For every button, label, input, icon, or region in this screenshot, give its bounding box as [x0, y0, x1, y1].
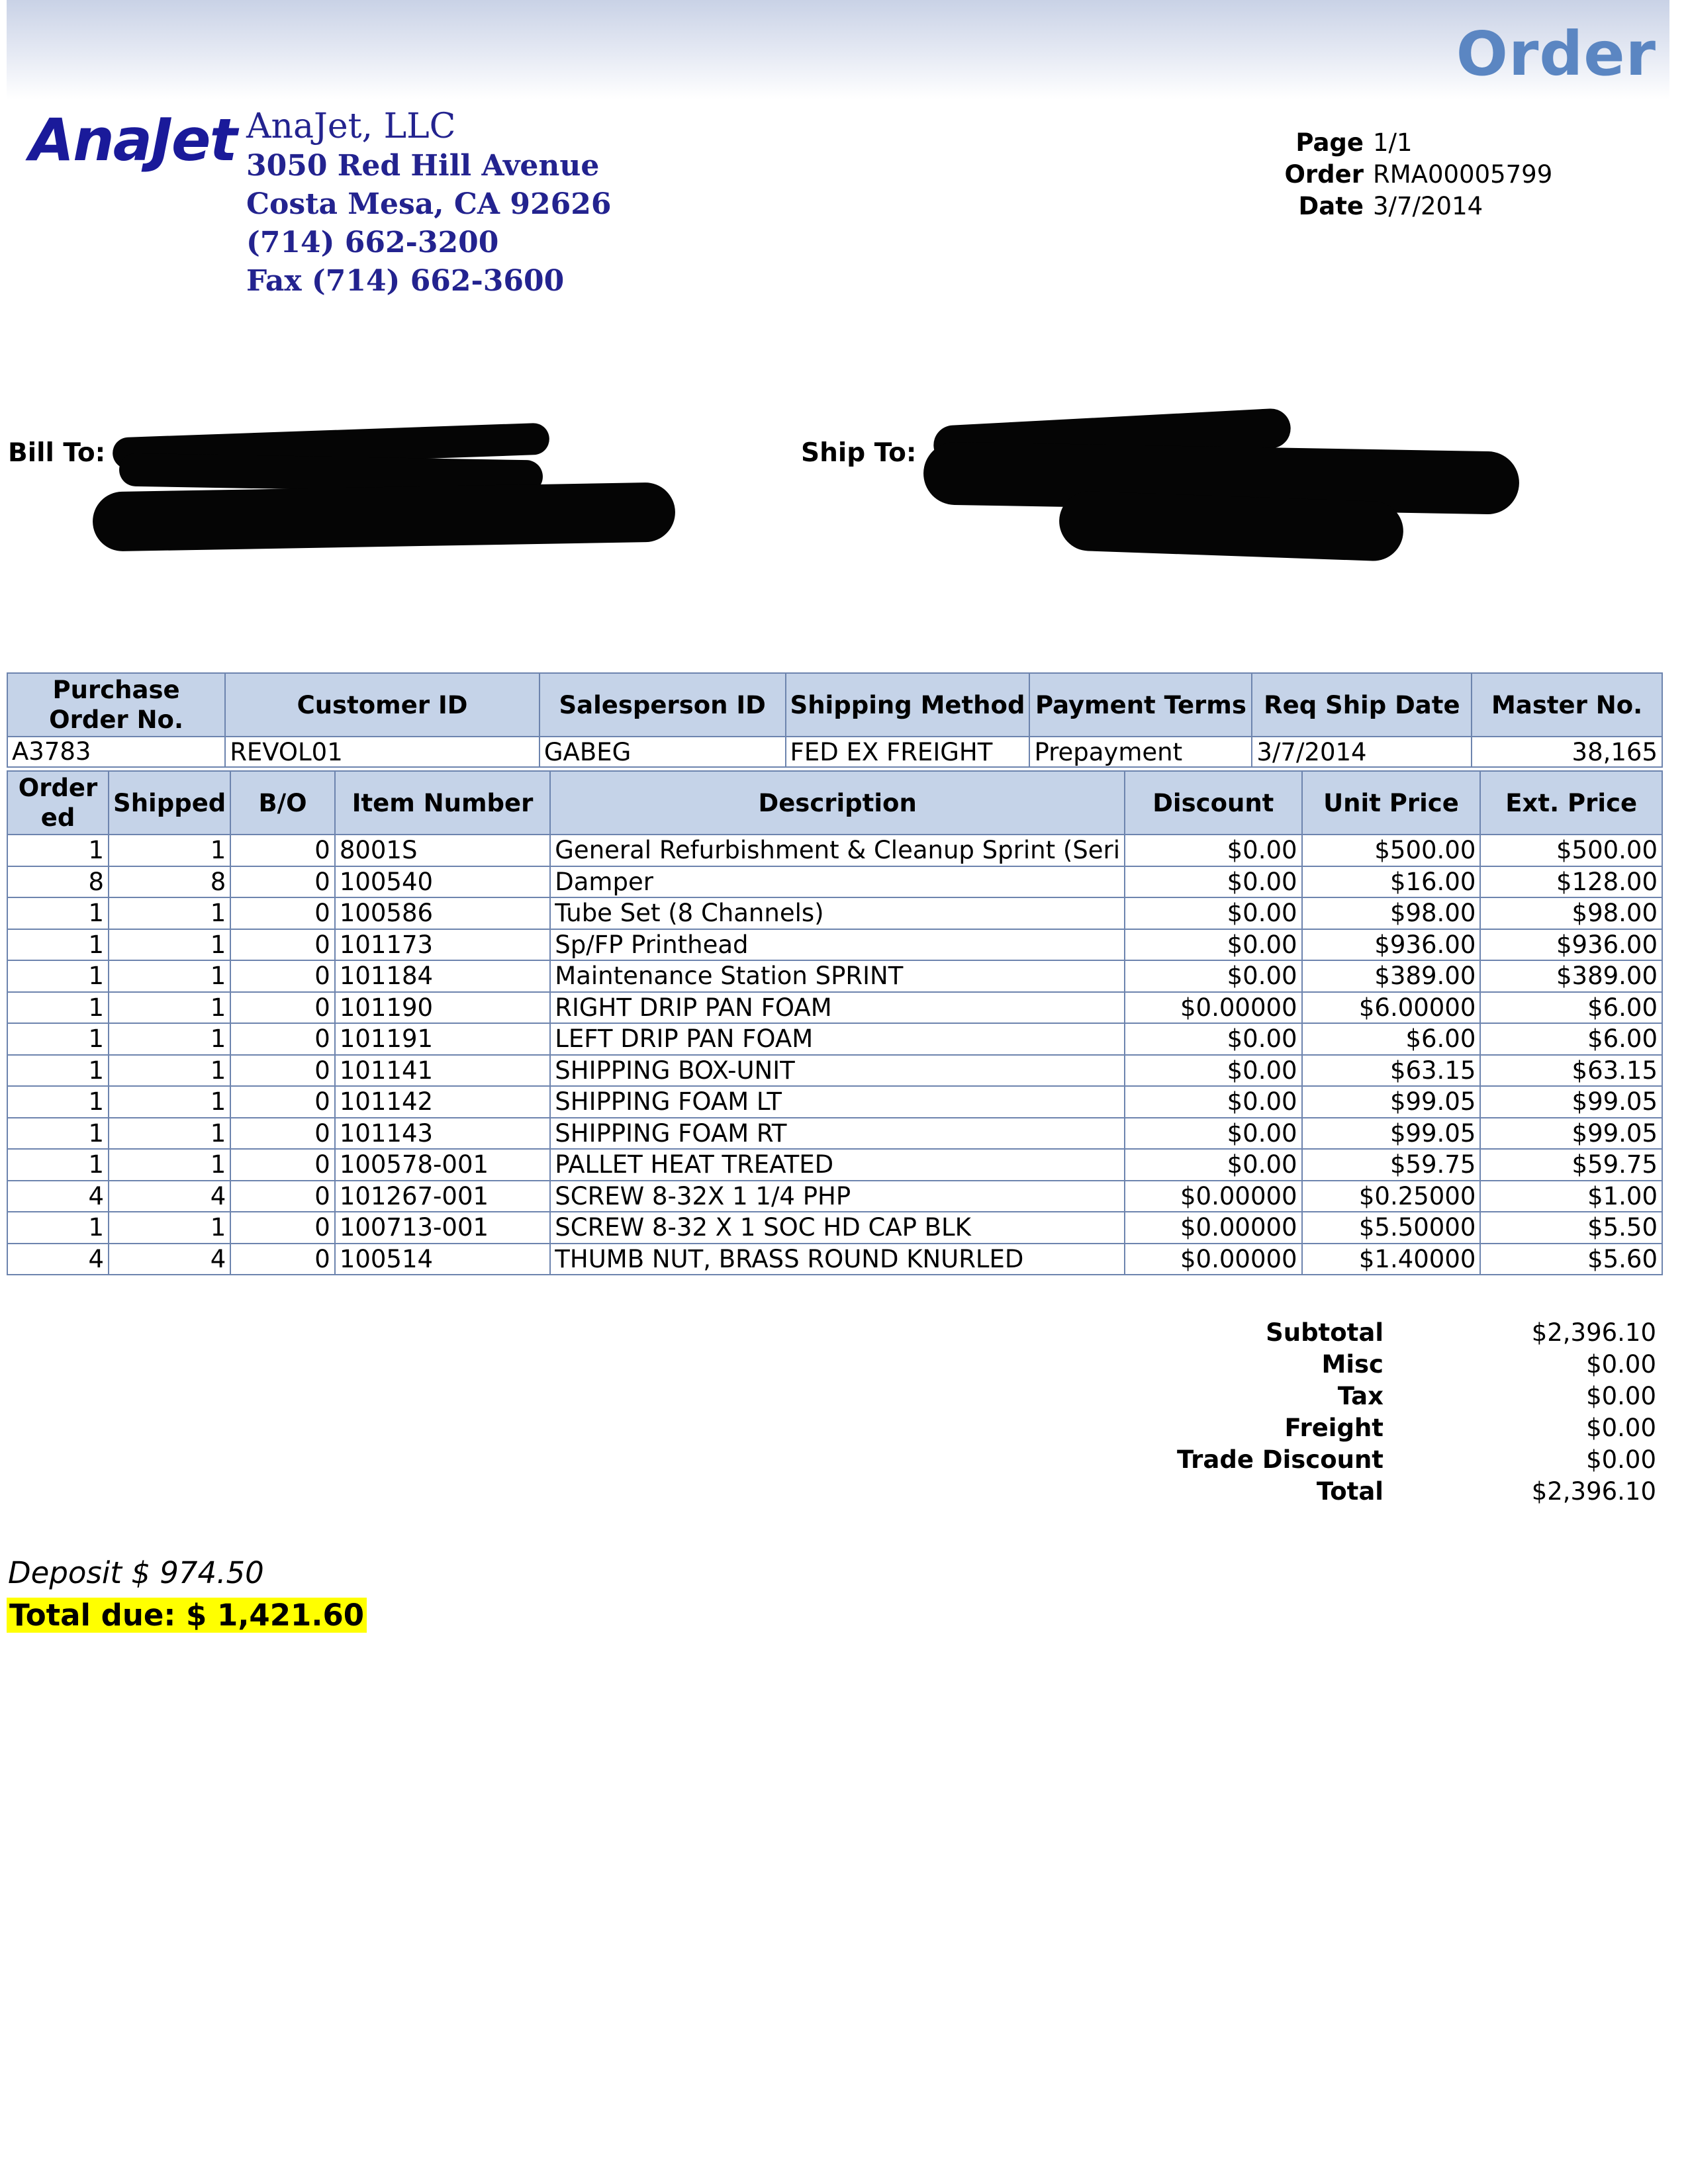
table-cell: General Refurbishment & Cleanup Sprint (Seri [550, 835, 1125, 866]
table-cell: 1 [7, 1086, 109, 1118]
document-title: Order [1456, 19, 1656, 89]
table-cell: 1 [7, 1055, 109, 1087]
table-cell: 100540 [335, 866, 550, 898]
bill-to-label: Bill To: [8, 438, 106, 468]
column-header: Customer ID [225, 673, 539, 737]
company-fax: Fax (714) 662-3600 [246, 264, 565, 298]
table-row [7, 1023, 1662, 1055]
column-header: Master No. [1472, 673, 1662, 737]
table-cell: Maintenance Station SPRINT [550, 960, 1125, 992]
table-cell: 100586 [335, 897, 550, 929]
ship-to-redaction [1058, 490, 1405, 562]
column-header: Shipped [109, 771, 230, 835]
table-row [7, 1244, 1662, 1275]
table-cell: $99.05 [1480, 1086, 1662, 1118]
table-cell: 0 [230, 1149, 335, 1181]
subtotal-label: Subtotal [1266, 1318, 1383, 1347]
table-row [7, 1118, 1662, 1150]
date-label: Date [1298, 192, 1364, 220]
table-cell: 1 [109, 1212, 230, 1244]
table-cell: $500.00 [1480, 835, 1662, 866]
table-cell: $99.05 [1480, 1118, 1662, 1150]
table-cell: 0 [230, 1086, 335, 1118]
table-cell: SCREW 8-32X 1 1/4 PHP [550, 1181, 1125, 1212]
table-cell: 0 [230, 1181, 335, 1212]
freight-label: Freight [1284, 1414, 1383, 1442]
trade-discount-label: Trade Discount [1177, 1445, 1383, 1474]
table-cell: $6.00000 [1302, 992, 1481, 1024]
table-cell: $5.50000 [1302, 1212, 1481, 1244]
deposit-note: Deposit $ 974.50 [8, 1555, 264, 1590]
column-header: Description [550, 771, 1125, 835]
table-cell: 1 [7, 960, 109, 992]
table-cell: 101142 [335, 1086, 550, 1118]
table-row [7, 1086, 1662, 1118]
table-cell: $0.00 [1125, 929, 1302, 961]
table-row [7, 929, 1662, 961]
table-cell: 1 [7, 1023, 109, 1055]
table-cell: 100713-001 [335, 1212, 550, 1244]
table-cell: $0.00 [1125, 866, 1302, 898]
total-label: Total [1316, 1477, 1383, 1506]
table-cell: 100514 [335, 1244, 550, 1275]
table-cell: 101190 [335, 992, 550, 1024]
column-header: Salesperson ID [539, 673, 786, 737]
table-cell: 101184 [335, 960, 550, 992]
table-row [7, 992, 1662, 1024]
table-cell: $0.00 [1125, 897, 1302, 929]
table-row [7, 1055, 1662, 1087]
table-cell: 1 [109, 1149, 230, 1181]
table-cell: 1 [109, 1023, 230, 1055]
table-cell: RIGHT DRIP PAN FOAM [550, 992, 1125, 1024]
company-address2: Costa Mesa, CA 92626 [246, 187, 612, 221]
table-row [7, 835, 1662, 866]
column-header: B/O [230, 771, 335, 835]
table-cell: $0.00000 [1125, 1244, 1302, 1275]
table-cell: GABEG [539, 737, 786, 767]
table-cell: 1 [109, 1086, 230, 1118]
table-cell: 0 [230, 1118, 335, 1150]
table-cell: LEFT DRIP PAN FOAM [550, 1023, 1125, 1055]
table-cell: 0 [230, 960, 335, 992]
column-header: Ordered [7, 771, 109, 835]
misc-label: Misc [1321, 1350, 1383, 1379]
table-cell: $0.25000 [1302, 1181, 1481, 1212]
table-cell: $389.00 [1480, 960, 1662, 992]
table-cell: 38,165 [1472, 737, 1662, 767]
table-cell: $0.00 [1125, 960, 1302, 992]
table-cell: $1.00 [1480, 1181, 1662, 1212]
table-cell: PALLET HEAT TREATED [550, 1149, 1125, 1181]
items-table-columns [7, 771, 1662, 835]
table-cell: $0.00 [1125, 1118, 1302, 1150]
table-cell: $98.00 [1302, 897, 1481, 929]
table-cell: 1 [7, 897, 109, 929]
table-cell: 0 [230, 866, 335, 898]
line-items-table [7, 770, 1663, 1275]
table-cell: 8 [109, 866, 230, 898]
table-cell: 1 [7, 1118, 109, 1150]
table-cell: $0.00 [1125, 1086, 1302, 1118]
table-cell: 8001S [335, 835, 550, 866]
freight-value: $0.00 [1586, 1414, 1656, 1442]
column-header: Purchase Order No. [7, 673, 225, 737]
company-address1: 3050 Red Hill Avenue [246, 149, 600, 183]
table-cell: $128.00 [1480, 866, 1662, 898]
table-cell: 8 [7, 866, 109, 898]
table-row [7, 960, 1662, 992]
table-cell: 4 [7, 1181, 109, 1212]
items-table-body [7, 835, 1662, 1275]
table-cell: $99.05 [1302, 1118, 1481, 1150]
company-name: AnaJet, LLC [246, 107, 456, 146]
table-cell: SHIPPING BOX-UNIT [550, 1055, 1125, 1087]
table-cell: $1.40000 [1302, 1244, 1481, 1275]
table-cell: SHIPPING FOAM LT [550, 1086, 1125, 1118]
table-cell: 101141 [335, 1055, 550, 1087]
table-cell: 0 [230, 897, 335, 929]
order-meta [1244, 127, 1552, 222]
table-cell: $99.05 [1302, 1086, 1481, 1118]
order-label: Order [1284, 160, 1364, 189]
table-cell: 0 [230, 1244, 335, 1275]
table-cell: $936.00 [1302, 929, 1481, 961]
table-cell: 4 [109, 1181, 230, 1212]
table-cell: $0.00000 [1125, 1181, 1302, 1212]
table-cell: $0.00 [1125, 1149, 1302, 1181]
table-cell: 0 [230, 992, 335, 1024]
table-cell: 100578-001 [335, 1149, 550, 1181]
table-cell: SCREW 8-32 X 1 SOC HD CAP BLK [550, 1212, 1125, 1244]
table-cell: 1 [7, 929, 109, 961]
column-header: Unit Price [1302, 771, 1481, 835]
table-row [7, 866, 1662, 898]
table-cell: $63.15 [1302, 1055, 1481, 1087]
company-phone: (714) 662-3200 [246, 226, 499, 259]
header-table-columns [7, 673, 1662, 737]
table-cell: Sp/FP Printhead [550, 929, 1125, 961]
company-address-block [246, 106, 611, 300]
table-cell: 1 [109, 897, 230, 929]
ship-to-label: Ship To: [801, 438, 917, 468]
tax-label: Tax [1337, 1382, 1383, 1410]
table-cell: $5.50 [1480, 1212, 1662, 1244]
table-cell: $98.00 [1480, 897, 1662, 929]
bill-to-redaction [92, 482, 675, 551]
anajet-logo: AnaJet [29, 106, 236, 174]
table-cell: 4 [7, 1244, 109, 1275]
trade-discount-value: $0.00 [1586, 1445, 1656, 1474]
table-cell: $6.00 [1480, 992, 1662, 1024]
table-cell: $63.15 [1480, 1055, 1662, 1087]
page-value: 1/1 [1373, 128, 1413, 157]
table-cell: A3783 [7, 737, 225, 767]
table-cell: Prepayment [1029, 737, 1252, 767]
table-cell: 1 [7, 1149, 109, 1181]
table-cell: 1 [109, 835, 230, 866]
column-header: Req Ship Date [1252, 673, 1472, 737]
total-due-highlight: Total due: $ 1,421.60 [7, 1598, 367, 1633]
table-cell: 101173 [335, 929, 550, 961]
misc-value: $0.00 [1586, 1350, 1656, 1379]
table-cell: Tube Set (8 Channels) [550, 897, 1125, 929]
table-row [7, 1212, 1662, 1244]
table-cell: 0 [230, 1212, 335, 1244]
table-cell: $6.00 [1302, 1023, 1481, 1055]
table-cell: 1 [7, 992, 109, 1024]
table-cell: $0.00000 [1125, 1212, 1302, 1244]
table-cell: 1 [7, 835, 109, 866]
header-table-values [7, 737, 1662, 767]
header-band [7, 0, 1669, 99]
table-cell: 0 [230, 1023, 335, 1055]
table-cell: $500.00 [1302, 835, 1481, 866]
page-label: Page [1295, 128, 1364, 157]
table-cell: $59.75 [1480, 1149, 1662, 1181]
totals-labels [1059, 1317, 1383, 1508]
column-header: Discount [1125, 771, 1302, 835]
table-cell: $936.00 [1480, 929, 1662, 961]
table-cell: 0 [230, 835, 335, 866]
order-header-table [7, 672, 1663, 768]
date-value: 3/7/2014 [1373, 192, 1483, 220]
tax-value: $0.00 [1586, 1382, 1656, 1410]
table-cell: $16.00 [1302, 866, 1481, 898]
order-value: RMA00005799 [1373, 160, 1553, 189]
subtotal-value: $2,396.10 [1531, 1318, 1656, 1347]
table-cell: $6.00 [1480, 1023, 1662, 1055]
column-header: Shipping Method [786, 673, 1030, 737]
column-header: Item Number [335, 771, 550, 835]
column-header: Ext. Price [1480, 771, 1662, 835]
table-cell: 1 [109, 1118, 230, 1150]
table-cell: THUMB NUT, BRASS ROUND KNURLED [550, 1244, 1125, 1275]
table-cell: 0 [230, 1055, 335, 1087]
table-cell: $0.00 [1125, 835, 1302, 866]
table-cell: 1 [7, 1212, 109, 1244]
table-cell: $0.00 [1125, 1055, 1302, 1087]
table-cell: 1 [109, 992, 230, 1024]
table-cell: 0 [230, 929, 335, 961]
table-cell: $0.00000 [1125, 992, 1302, 1024]
table-cell: 1 [109, 1055, 230, 1087]
table-cell: 1 [109, 960, 230, 992]
table-cell: Damper [550, 866, 1125, 898]
total-value: $2,396.10 [1531, 1477, 1656, 1506]
table-cell: SHIPPING FOAM RT [550, 1118, 1125, 1150]
table-row [7, 1181, 1662, 1212]
table-cell: FED EX FREIGHT [786, 737, 1030, 767]
table-cell: 3/7/2014 [1252, 737, 1472, 767]
table-row [7, 1149, 1662, 1181]
table-cell: $389.00 [1302, 960, 1481, 992]
table-cell: $59.75 [1302, 1149, 1481, 1181]
table-cell: $0.00 [1125, 1023, 1302, 1055]
table-cell: 101267-001 [335, 1181, 550, 1212]
totals-values [1456, 1317, 1656, 1508]
table-cell: 101191 [335, 1023, 550, 1055]
table-cell: REVOL01 [225, 737, 539, 767]
table-cell: 1 [109, 929, 230, 961]
table-cell: 101143 [335, 1118, 550, 1150]
column-header: Payment Terms [1029, 673, 1252, 737]
table-cell: 4 [109, 1244, 230, 1275]
table-row [7, 897, 1662, 929]
table-cell: $5.60 [1480, 1244, 1662, 1275]
